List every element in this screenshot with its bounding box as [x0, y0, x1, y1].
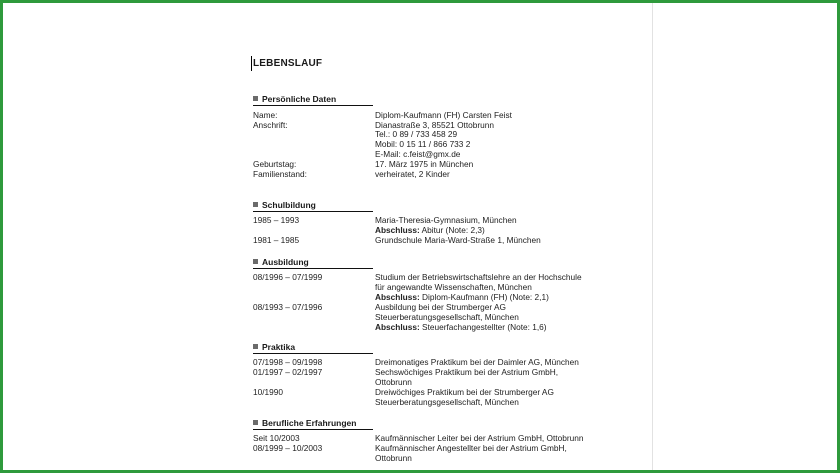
- internship-period: 07/1998 – 09/1998: [253, 357, 323, 367]
- school-period: 1981 – 1985: [253, 235, 300, 245]
- training-line: Studium der Betriebswirtschaftslehre an der Hochschule: [375, 272, 582, 282]
- training-period: 08/1996 – 07/1999: [253, 272, 323, 282]
- value-mobile: Mobil: 0 15 11 / 866 733 2: [375, 139, 471, 149]
- value-name: Diplom-Kaufmann (FH) Carsten Feist: [375, 110, 512, 120]
- career-period: Seit 10/2003: [253, 433, 300, 443]
- document-title: LEBENSLAUF: [253, 58, 323, 69]
- section-heading-internships: Praktika: [253, 342, 373, 354]
- bullet-square-icon: [253, 344, 258, 349]
- internship-line: Dreimonatiges Praktikum bei der Daimler AG, München: [375, 357, 579, 367]
- value-birthday: 17. März 1975 in München: [375, 159, 474, 169]
- school-period: 1985 – 1993: [253, 215, 300, 225]
- internship-line: Steuerberatungsgesellschaft, München: [375, 397, 519, 407]
- career-line: Ottobrunn: [375, 453, 412, 463]
- training-line: für angewandte Wissenschaften, München: [375, 282, 532, 292]
- section-heading-career: Berufliche Erfahrungen: [253, 418, 373, 430]
- bullet-square-icon: [253, 202, 258, 207]
- internship-line: Dreiwöchiges Praktikum bei der Strumberger AG: [375, 387, 554, 397]
- bullet-square-icon: [253, 96, 258, 101]
- school-line: Maria-Theresia-Gymnasium, München: [375, 215, 517, 225]
- text-cursor: [251, 56, 252, 71]
- label-family-status: Familienstand:: [253, 169, 307, 179]
- value-phone: Tel.: 0 89 / 733 458 29: [375, 129, 458, 139]
- school-line: Grundschule Maria-Ward-Straße 1, München: [375, 235, 541, 245]
- internship-line: Ottobrunn: [375, 377, 412, 387]
- bullet-square-icon: [253, 420, 258, 425]
- label-name: Name:: [253, 110, 278, 120]
- internship-period: 01/1997 – 02/1997: [253, 367, 323, 377]
- section-heading-personal: Persönliche Daten: [253, 94, 373, 106]
- value-address: Dianastraße 3, 85521 Ottobrunn: [375, 120, 494, 130]
- bullet-square-icon: [253, 259, 258, 264]
- training-line: Steuerberatungsgesellschaft, München: [375, 312, 519, 322]
- school-degree: Abschluss: Abitur (Note: 2,3): [375, 225, 485, 235]
- section-heading-school: Schulbildung: [253, 200, 373, 212]
- value-family-status: verheiratet, 2 Kinder: [375, 169, 450, 179]
- page-edge: [652, 3, 653, 470]
- training-degree: Abschluss: Steuerfachangestellter (Note: 1,6): [375, 322, 547, 332]
- value-email: E-Mail: c.feist@gmx.de: [375, 149, 461, 159]
- section-heading-training: Ausbildung: [253, 257, 373, 269]
- career-line: Kaufmännischer Angestellter bei der Astrium GmbH,: [375, 443, 567, 453]
- career-line: Kaufmännischer Leiter bei der Astrium GmbH, Ottobrunn: [375, 433, 584, 443]
- label-address: Anschrift:: [253, 120, 288, 130]
- training-line: Ausbildung bei der Strumberger AG: [375, 302, 506, 312]
- training-degree: Abschluss: Diplom-Kaufmann (FH) (Note: 2,1): [375, 292, 549, 302]
- training-period: 08/1993 – 07/1996: [253, 302, 323, 312]
- career-period: 08/1999 – 10/2003: [253, 443, 323, 453]
- label-birthday: Geburtstag:: [253, 159, 297, 169]
- internship-period: 10/1990: [253, 387, 283, 397]
- internship-line: Sechswöchiges Praktikum bei der Astrium GmbH,: [375, 367, 559, 377]
